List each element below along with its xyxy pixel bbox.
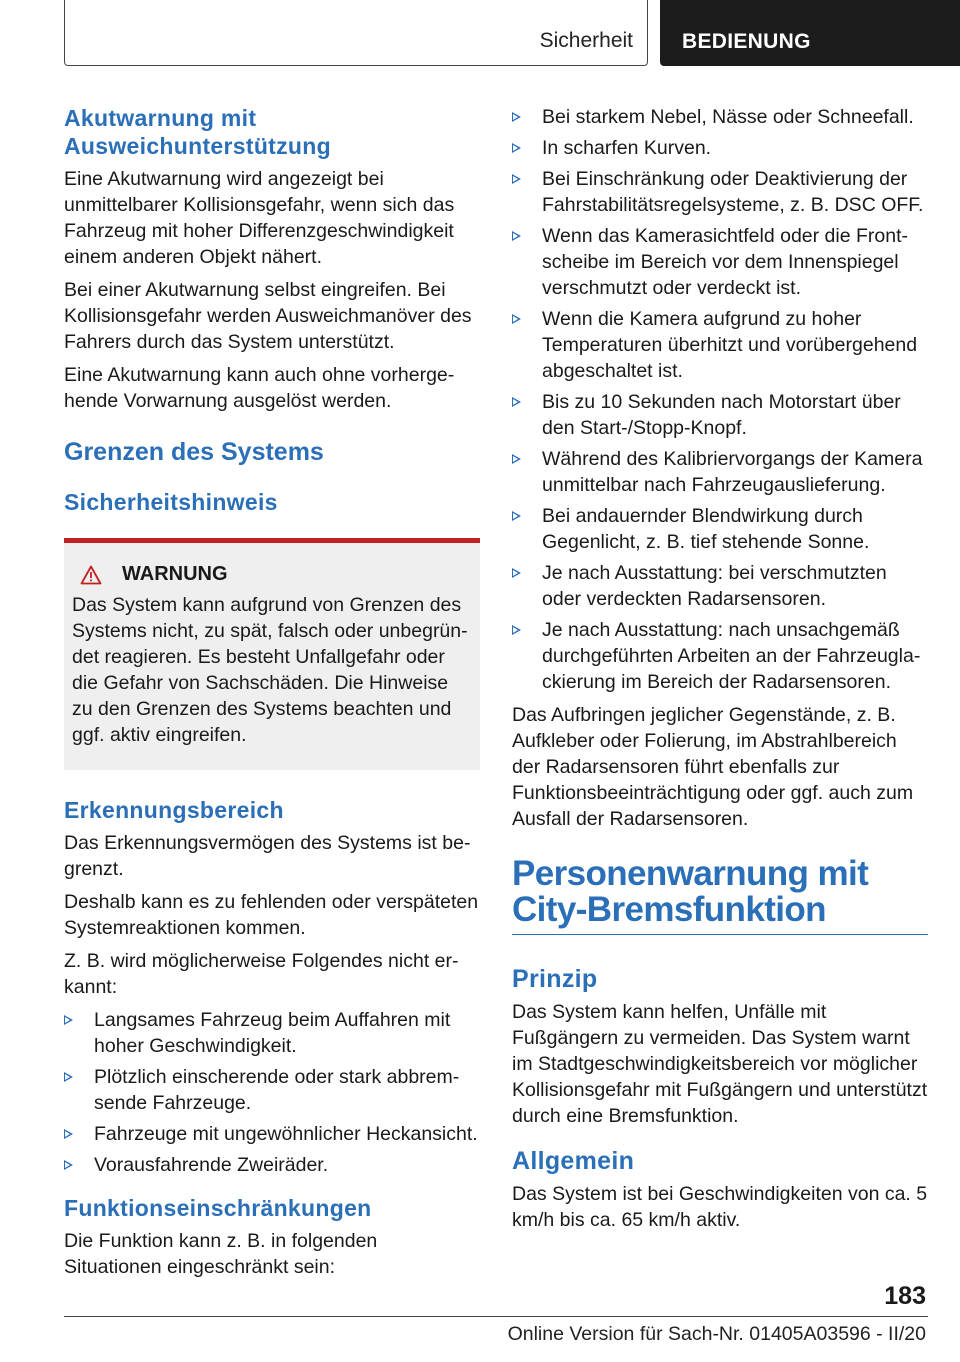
list-item: [512, 135, 928, 161]
list-item-text: In scharfen Kurven.: [542, 137, 712, 159]
page-footer: [64, 1282, 928, 1362]
list-item-text: Wenn das Kamerasichtfeld oder die Frontscheibe im Bereich vor dem Innenspiegel verschmutzt oder verdeckt ist.: [542, 225, 908, 299]
paragraph: Deshalb kann es zu fehlenden oder verspäteten Systemreaktionen kommen.: [64, 891, 479, 939]
heading-personenwarnung: Personenwarnung mit City-Bremsfunktion: [512, 856, 928, 935]
heading-sicherheitshinweis: Sicherheitshinweis: [64, 489, 278, 515]
bullet-triangle-icon: [512, 112, 521, 122]
paragraph: Das Erkennungsvermögen des Systems ist begrenzt.: [64, 832, 471, 880]
heading-funktionseinschraenkungen: Funktionseinschränkungen: [64, 1195, 372, 1221]
warning-box: [64, 538, 480, 770]
bullet-triangle-icon: [512, 397, 521, 407]
bullet-triangle-icon: [64, 1015, 73, 1025]
list-item: [64, 1121, 480, 1147]
bullet-triangle-icon: [512, 174, 521, 184]
warning-text: Das System kann aufgrund von Grenzen des Systems nicht, zu spät, falsch oder unbegründet reagieren. Es besteht Unfallgefahr oder die Gefahr von Sachschäden. Die Hinweise zu den Grenzen des Systems beachten und ggf. aktiv eingreifen.: [72, 594, 468, 746]
list-item: [512, 389, 928, 441]
list-item-text: Bei Einschränkung oder Deaktivierung der Fahrstabilitätsregelsysteme, z. B. DSC OFF.: [542, 168, 924, 216]
bullet-triangle-icon: [512, 454, 521, 464]
heading-erkennungsbereich: Erkennungsbereich: [64, 797, 284, 823]
list-item: [512, 617, 928, 695]
paragraph: Eine Akutwarnung wird angezeigt bei unmittelbarer Kollisionsgefahr, wenn sich das Fahrzeug mit hoher Differenzgeschwindigkeit einem anderen Objekt nähert.: [64, 168, 455, 268]
heading-akutwarnung: Akutwarnung mit Ausweichunterstützung: [64, 105, 331, 159]
list-item-text: Bei starkem Nebel, Nässe oder Schneefall.: [542, 106, 914, 128]
bullet-triangle-icon: [512, 511, 521, 521]
bullet-triangle-icon: [64, 1129, 73, 1139]
right-column: [512, 104, 928, 1240]
bullet-triangle-icon: [512, 231, 521, 241]
list-item: [512, 223, 928, 301]
heading-prinzip: Prinzip: [512, 965, 598, 993]
bullet-triangle-icon: [64, 1160, 73, 1170]
warning-triangle-icon: [80, 565, 102, 585]
warning-label: WARNUNG: [122, 563, 228, 585]
list-item: [64, 1152, 480, 1178]
header-chapter-tab: [660, 0, 960, 66]
list-item: [512, 306, 928, 384]
list-item-text: Langsames Fahrzeug beim Auffahren mit hoher Geschwindigkeit.: [94, 1009, 451, 1057]
bullet-triangle-icon: [512, 568, 521, 578]
list-item-text: Je nach Ausstattung: bei verschmutzten oder verdeckten Radarsensoren.: [542, 562, 887, 610]
list-item: [512, 503, 928, 555]
paragraph: Z. B. wird möglicherweise Folgendes nicht erkannt:: [64, 950, 459, 998]
paragraph: Das System kann helfen, Unfälle mit Fußgängern zu vermeiden. Das System warnt im Stadtgeschwindigkeitsbereich vor möglicher Kollisionsgefahr mit Fußgängern und unterstützt durch eine Bremsfunktion.: [512, 1001, 928, 1127]
heading-allgemein: Allgemein: [512, 1147, 635, 1175]
bullet-list: [64, 1007, 480, 1178]
list-item-text: Je nach Ausstattung: nach unsachgemäß durchgeführten Arbeiten an der Fahrzeuglackierung im Bereich der Radarsensoren.: [542, 619, 921, 693]
list-item-text: Bis zu 10 Sekunden nach Motorstart über den Start-/Stopp-Knopf.: [542, 391, 901, 439]
bullet-triangle-icon: [512, 625, 521, 635]
list-item: [512, 560, 928, 612]
list-item: [64, 1007, 480, 1059]
header-section-label: Sicherheit: [539, 29, 633, 52]
paragraph: Das Aufbringen jeglicher Gegenstände, z. B. Aufkleber oder Folierung, im Abstrahlbereich der Radarsensoren führt ebenfalls zur Funktionsbeeinträchtigung oder ggf. auch zum Ausfall der Radarsensoren.: [512, 704, 914, 830]
header-chapter-label: BEDIENUNG: [682, 30, 811, 53]
bullet-triangle-icon: [512, 314, 521, 324]
list-item-text: Fahrzeuge mit ungewöhnlicher Heckansicht.: [94, 1123, 478, 1145]
list-item-text: Während des Kalibriervorgangs der Kamera unmittelbar nach Fahrzeugauslieferung.: [542, 448, 923, 496]
left-column: [64, 104, 480, 1287]
page-number: 183: [884, 1282, 926, 1310]
list-item-text: Vorausfahrende Zweiräder.: [94, 1154, 329, 1176]
list-item: [64, 1064, 480, 1116]
list-item-text: Bei andauernder Blendwirkung durch Gegenlicht, z. B. tief stehende Sonne.: [542, 505, 870, 553]
paragraph: Bei einer Akutwarnung selbst eingreifen. Bei Kollisionsgefahr werden Ausweichmanöver des Fahrers durch das System unterstützt.: [64, 279, 472, 353]
paragraph: Das System ist bei Geschwindigkeiten von ca. 5 km/h bis ca. 65 km/h aktiv.: [512, 1183, 928, 1231]
heading-grenzen: Grenzen des Systems: [64, 438, 324, 466]
paragraph: Eine Akutwarnung kann auch ohne vorhergehende Vorwarnung ausgelöst werden.: [64, 364, 455, 412]
paragraph: Die Funktion kann z. B. in folgenden Situationen eingeschränkt sein:: [64, 1230, 378, 1278]
footer-divider: [64, 1316, 928, 1317]
warning-title: [72, 563, 472, 586]
list-item-text: Plötzlich einscherende oder stark abbremsende Fahrzeuge.: [94, 1066, 460, 1114]
list-item-text: Wenn die Kamera aufgrund zu hoher Temperaturen überhitzt und vorübergehend abgeschaltet ist.: [542, 308, 918, 382]
footer-version-text: Online Version für Sach-Nr. 01405A03596 - II/20: [507, 1323, 926, 1345]
bullet-triangle-icon: [512, 143, 521, 153]
bullet-list: [512, 104, 928, 695]
bullet-triangle-icon: [64, 1072, 73, 1082]
list-item: [512, 446, 928, 498]
list-item: [512, 166, 928, 218]
header-section-box: [64, 0, 648, 66]
list-item: [512, 104, 928, 130]
page-header: [64, 0, 960, 66]
